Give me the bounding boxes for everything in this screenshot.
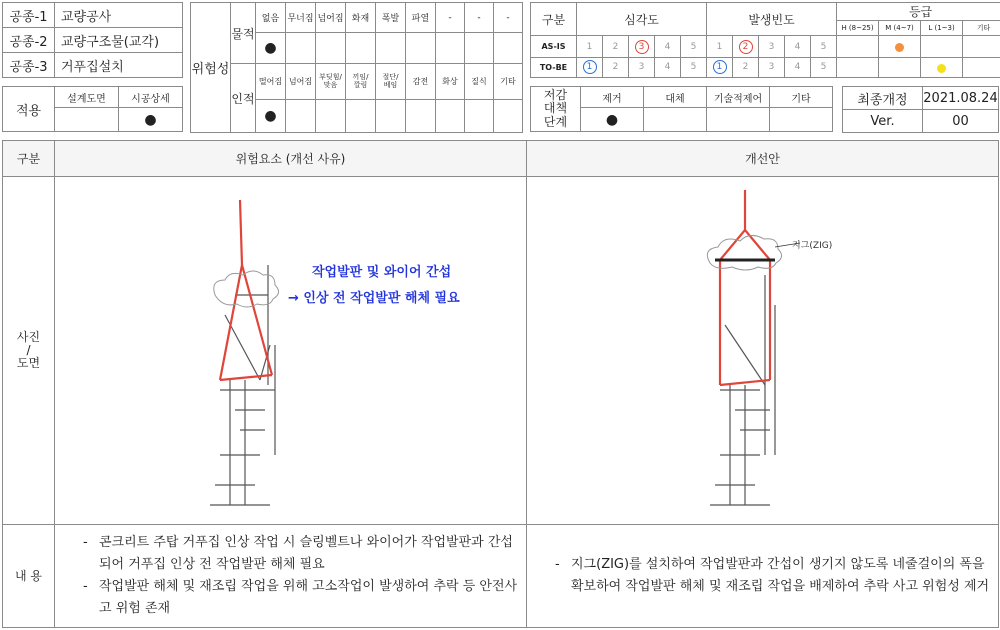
risk-item: - 작업발판 해체 및 재조립 작업을 위해 고소작업이 발생하여 추락 등 안전사고 위험 존재 [83,576,518,620]
level-cell [837,36,879,57]
reduction-mark: ● [581,108,644,132]
risk-annotation-1: 작업발판 및 와이어 간섭 [312,265,452,280]
severity-cell [577,57,603,77]
severity-cell [629,36,655,57]
reduction-mark [707,108,770,132]
human-item: 절단/ 베임 [376,64,406,100]
grade-row-asis [531,36,1000,57]
severity-label: 심각도 [577,3,707,36]
severity-cell: 3 [629,57,655,77]
improve-header: 개선안 [527,141,999,177]
frequency-cell: 5 [811,36,837,57]
physical-mark [465,33,494,64]
work-type-1-value: 교량공사 [55,3,183,28]
physical-item: 넘어짐 [316,3,346,33]
revision-label: 최종개정 [843,87,923,110]
work-type-2-value: 교량구조물(교각) [55,28,183,53]
level-l-dot [937,64,946,73]
severity-cell: 5 [681,36,707,57]
severity-cell: 4 [655,57,681,77]
reduction-mark [644,108,707,132]
zig-label: 지그(ZIG) [792,241,833,251]
level-m: M (4~7) [879,21,921,36]
frequency-cell: 2 [733,57,759,77]
risk-formwork-drawing [190,195,300,515]
frequency-cell: 5 [811,57,837,77]
human-mark [465,100,494,133]
reduction-col: 기술적제어 [707,87,770,108]
grade-table [530,2,1000,78]
physical-item: - [494,3,523,33]
level-cell [921,57,963,77]
improve-item: - 지그(ZIG)를 설치하여 작업발판과 간섭이 생기지 않도록 네줄걸이의 폭을 확보하여 작업발판 해체 및 재조립 작업을 배제하여 추락 사고 위험성 제거 [555,554,990,598]
reduction-mark [770,108,833,132]
human-item: 넘어짐 [286,64,316,100]
severity-cell: 1 [577,36,603,57]
work-type-3-value: 거푸집설치 [55,53,183,78]
physical-item: 무너짐 [286,3,316,33]
risk-table [190,2,523,133]
frequency-label: 발생빈도 [707,3,837,36]
frequency-cell [707,57,733,77]
frequency-cell: 4 [785,36,811,57]
severity-circle: 1 [583,60,597,74]
human-mark [376,100,406,133]
level-m-dot [895,43,904,52]
human-item: 화상 [436,64,465,100]
physical-item: 폭발 [376,3,406,33]
reduction-label: 저감 대책 단계 [531,87,581,132]
work-type-table [2,2,183,78]
frequency-circle: 1 [713,60,727,74]
apply-mark-detail: ● [119,108,183,132]
risk-physical-label: 물적 [231,3,256,64]
human-item: 기타 [494,64,523,100]
grade-row-label: TO-BE [531,57,577,77]
physical-mark [494,33,523,64]
severity-cell: 4 [655,36,681,57]
risk-item: - 콘크리트 주탑 거푸집 인상 작업 시 슬링벨트나 와이어가 작업발판과 간섭되어 거푸집 인상 전 작업발판 해체 필요 [83,532,518,576]
human-mark [406,100,436,133]
frequency-cell: 4 [785,57,811,77]
risk-content [55,524,527,627]
revision-table [842,86,999,133]
physical-mark [316,33,346,64]
level-l: L (1~3) [921,21,963,36]
grade-row-label: AS-IS [531,36,577,57]
severity-cell: 2 [603,57,629,77]
apply-table [2,86,183,132]
physical-mark [436,33,465,64]
human-item: 떨어짐 [256,64,286,100]
main-table [2,140,999,628]
work-type-2-label: 공종-2 [3,28,55,53]
level-cell [963,57,1000,77]
apply-label: 적용 [3,87,55,132]
risk-label: 위험성 [191,3,231,133]
human-mark [436,100,465,133]
level-cell [879,36,921,57]
human-mark [346,100,376,133]
human-item: 질식 [465,64,494,100]
level-etc: 기타 [963,21,1000,36]
severity-cell: 5 [681,57,707,77]
photo-label: 사진 / 도면 [3,177,55,525]
frequency-cell: 3 [759,36,785,57]
work-type-1-label: 공종-1 [3,3,55,28]
frequency-cell: 1 [707,36,733,57]
human-item: 끼임/ 깔림 [346,64,376,100]
physical-item: - [436,3,465,33]
physical-item: 없음 [256,3,286,33]
human-mark [494,100,523,133]
severity-circle: 3 [635,40,649,54]
level-cell [921,36,963,57]
reduction-col: 대체 [644,87,707,108]
frequency-circle: 2 [739,40,753,54]
level-cell [837,57,879,77]
physical-item: 파열 [406,3,436,33]
apply-col-design: 설계도면 [55,87,119,108]
grade-category-label: 구분 [531,3,577,36]
improve-content [527,524,999,627]
level-cell [963,36,1000,57]
grade-row-tobe [531,57,1000,77]
risk-human-label: 인적 [231,64,256,133]
human-mark [316,100,346,133]
physical-mark [286,33,316,64]
physical-mark [376,33,406,64]
reduction-col: 기타 [770,87,833,108]
reduction-col: 제거 [581,87,644,108]
human-mark [286,100,316,133]
physical-mark [346,33,376,64]
version-label: Ver. [843,110,923,133]
work-type-3-label: 공종-3 [3,53,55,78]
frequency-cell: 3 [759,57,785,77]
physical-mark: ● [256,33,286,64]
level-cell [879,57,921,77]
level-label: 등급 [837,3,1000,21]
content-label: 내 용 [3,524,55,627]
improve-formwork-drawing [690,185,810,515]
apply-col-detail: 시공상세 [119,87,183,108]
revision-date: 2021.08.24 [923,87,999,110]
physical-mark [406,33,436,64]
level-h: H (8~25) [837,21,879,36]
human-item: 감전 [406,64,436,100]
version-value: 00 [923,110,999,133]
physical-item: - [465,3,494,33]
frequency-cell [733,36,759,57]
main-category-header: 구분 [3,141,55,177]
severity-cell: 2 [603,36,629,57]
risk-annotation-2: → 인상 전 작업발판 해체 필요 [288,291,460,306]
physical-item: 화재 [346,3,376,33]
reduction-table [530,86,833,132]
apply-mark-design [55,108,119,132]
risk-header: 위험요소 (개선 사유) [55,141,527,177]
human-item: 부딪힘/ 맞음 [316,64,346,100]
human-mark: ● [256,100,286,133]
